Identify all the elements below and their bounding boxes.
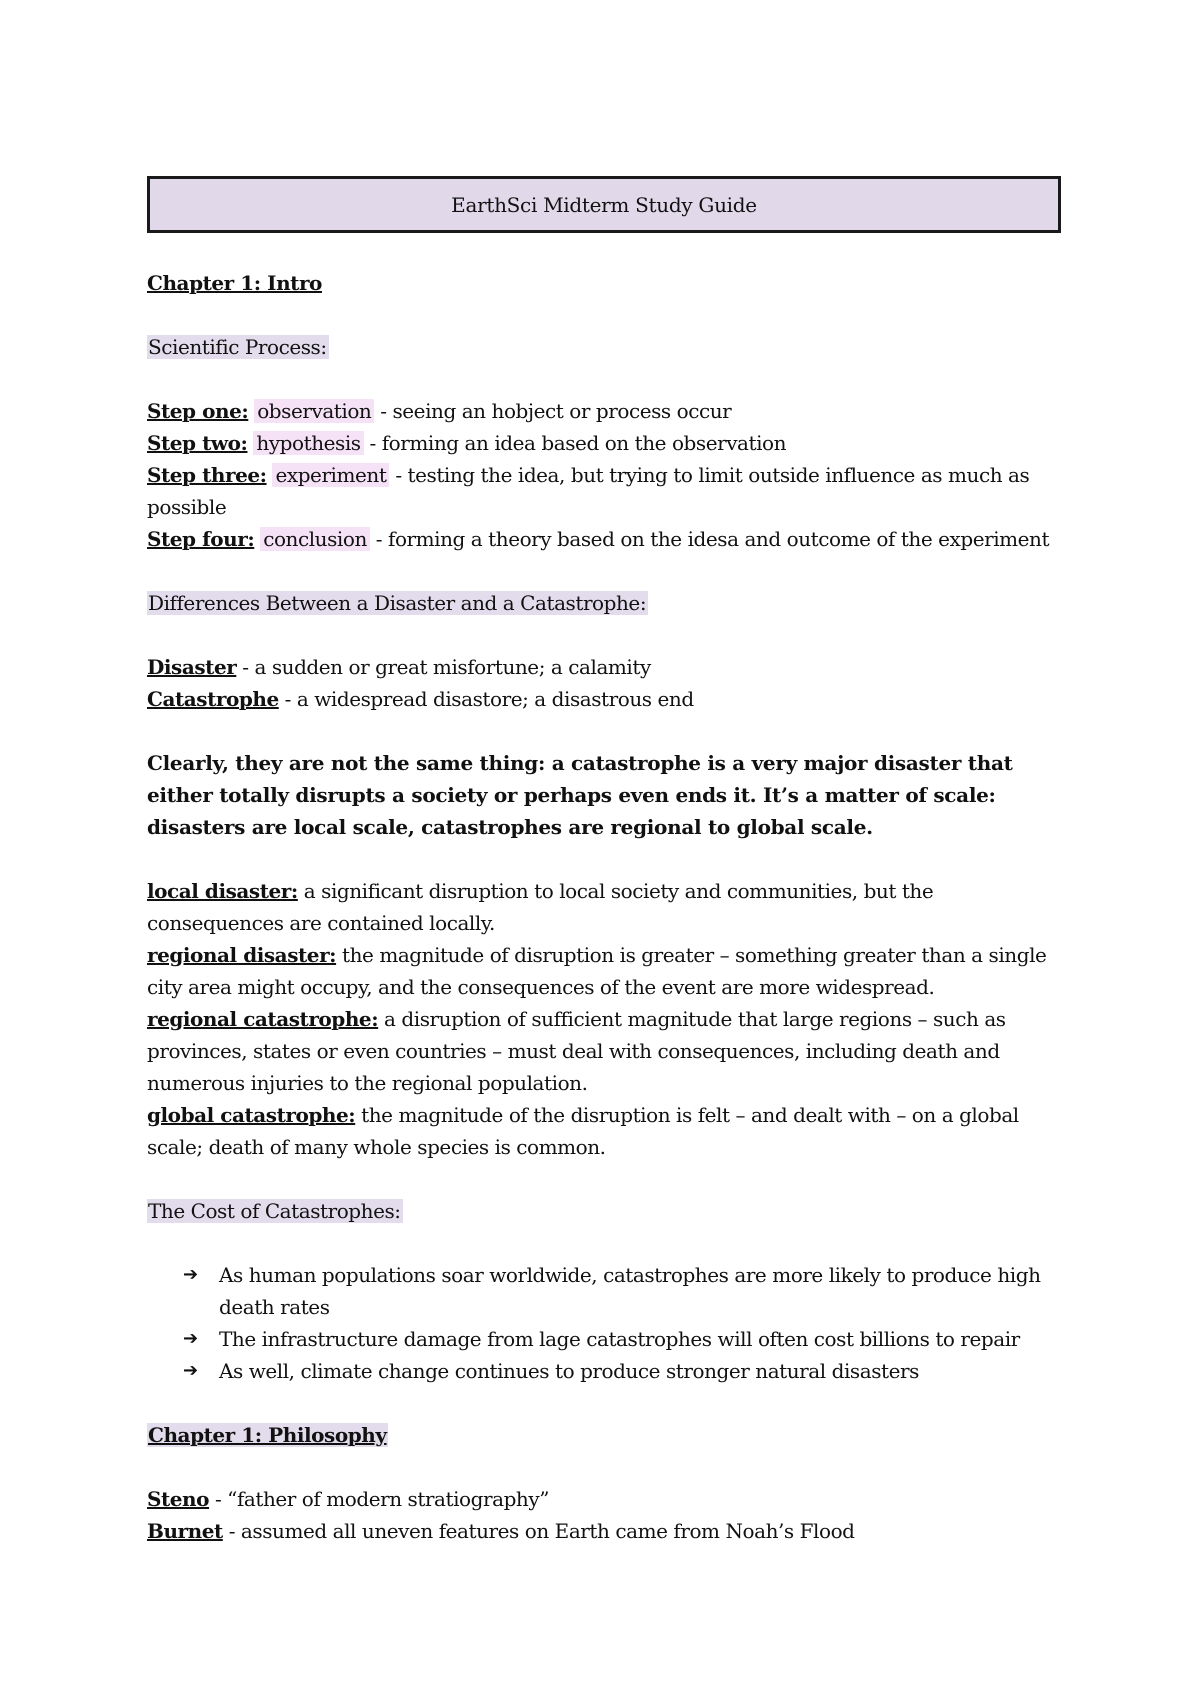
arrow-bullet-icon: ➔ bbox=[183, 1328, 198, 1349]
chapter-heading bbox=[147, 267, 1061, 299]
step-two-line bbox=[147, 427, 1061, 459]
cost-bullet-list bbox=[147, 1259, 1061, 1387]
bullet-text: As human populations soar worldwide, catastrophes are more likely to produce high death rates bbox=[219, 1263, 1041, 1319]
step-label: Step three: bbox=[147, 463, 267, 487]
bullet-text: The infrastructure damage from lage catastrophes will often cost billions to repair bbox=[219, 1327, 1020, 1351]
title-box bbox=[147, 176, 1061, 233]
differences-heading: Differences Between a Disaster and a Catastrophe: bbox=[148, 591, 647, 615]
document-page bbox=[147, 176, 1061, 1547]
scale-term: regional disaster: bbox=[147, 943, 337, 967]
section-heading bbox=[147, 587, 1061, 619]
step-definition: - forming an idea based on the observation bbox=[363, 431, 787, 455]
step-label: Step one: bbox=[147, 399, 249, 423]
section-heading bbox=[147, 331, 1061, 363]
step-one-line bbox=[147, 395, 1061, 427]
step-term: observation bbox=[254, 399, 374, 423]
person-name: Burnet bbox=[147, 1519, 223, 1543]
scale-text: a significant disruption to local society and communities, but the consequences are contained locally. bbox=[147, 879, 934, 935]
scale-summary-paragraph: Clearly, they are not the same thing: a catastrophe is a very major disaster that either totally disrupts a society or perhaps even ends it. It’s a matter of scale: disasters are local scale, catastrophes are regional to global scale. bbox=[147, 751, 1013, 839]
chapter-heading bbox=[147, 1419, 1061, 1451]
scale-term: global catastrophe: bbox=[147, 1103, 356, 1127]
section-heading bbox=[147, 1195, 1061, 1227]
scale-term: regional catastrophe: bbox=[147, 1007, 379, 1031]
step-definition: - seeing an hobject or process occur bbox=[374, 399, 732, 423]
person-description: - assumed all uneven features on Earth came from Noah’s Flood bbox=[222, 1519, 855, 1543]
definition-text: - a widespread disastore; a disastrous end bbox=[278, 687, 694, 711]
scale-definition bbox=[147, 1099, 1061, 1163]
definition-text: - a sudden or great misfortune; a calamity bbox=[236, 655, 651, 679]
scale-text: the magnitude of disruption is greater – something greater than a single city area might occupy, and the consequences of the event are more widespread. bbox=[147, 943, 1047, 999]
arrow-bullet-icon: ➔ bbox=[183, 1264, 198, 1285]
definition-line bbox=[147, 683, 1061, 715]
step-term: hypothesis bbox=[253, 431, 363, 455]
scale-term: local disaster: bbox=[147, 879, 298, 903]
definition-term: Catastrophe bbox=[147, 687, 279, 711]
document-title: EarthSci Midterm Study Guide bbox=[451, 192, 757, 217]
step-four-line bbox=[147, 523, 1061, 555]
scale-text: the magnitude of the disruption is felt – and dealt with – on a global scale; death of many whole species is common. bbox=[147, 1103, 1019, 1159]
scale-definition bbox=[147, 1003, 1061, 1099]
scale-definition bbox=[147, 875, 1061, 939]
step-term: conclusion bbox=[260, 527, 370, 551]
step-three-line bbox=[147, 459, 1061, 523]
person-line bbox=[147, 1515, 1061, 1547]
list-item bbox=[147, 1259, 1061, 1323]
scale-text: a disruption of sufficient magnitude that large regions – such as provinces, states or even countries – must deal with consequences, including death and numerous injuries to the regional population. bbox=[147, 1007, 1006, 1095]
definition-line bbox=[147, 651, 1061, 683]
chapter-1-intro-heading: Chapter 1: Intro bbox=[147, 271, 322, 295]
scientific-process-heading: Scientific Process: bbox=[148, 335, 327, 359]
step-definition: - forming a theory based on the idesa and outcome of the experiment bbox=[369, 527, 1050, 551]
step-label: Step two: bbox=[147, 431, 248, 455]
person-description: - “father of modern stratiography” bbox=[209, 1487, 549, 1511]
cost-heading: The Cost of Catastrophes: bbox=[148, 1199, 401, 1223]
definition-term: Disaster bbox=[147, 655, 237, 679]
step-term: experiment bbox=[272, 463, 389, 487]
chapter-1-philosophy-heading: Chapter 1: Philosophy bbox=[148, 1423, 387, 1447]
step-label: Step four: bbox=[147, 527, 255, 551]
step-definition: - testing the idea, but trying to limit outside influence as much as possible bbox=[147, 463, 1030, 519]
list-item bbox=[147, 1323, 1061, 1355]
list-item bbox=[147, 1355, 1061, 1387]
person-line bbox=[147, 1483, 1061, 1515]
bullet-text: As well, climate change continues to produce stronger natural disasters bbox=[219, 1359, 919, 1383]
person-name: Steno bbox=[147, 1487, 210, 1511]
scale-definition bbox=[147, 939, 1061, 1003]
arrow-bullet-icon: ➔ bbox=[183, 1360, 198, 1381]
